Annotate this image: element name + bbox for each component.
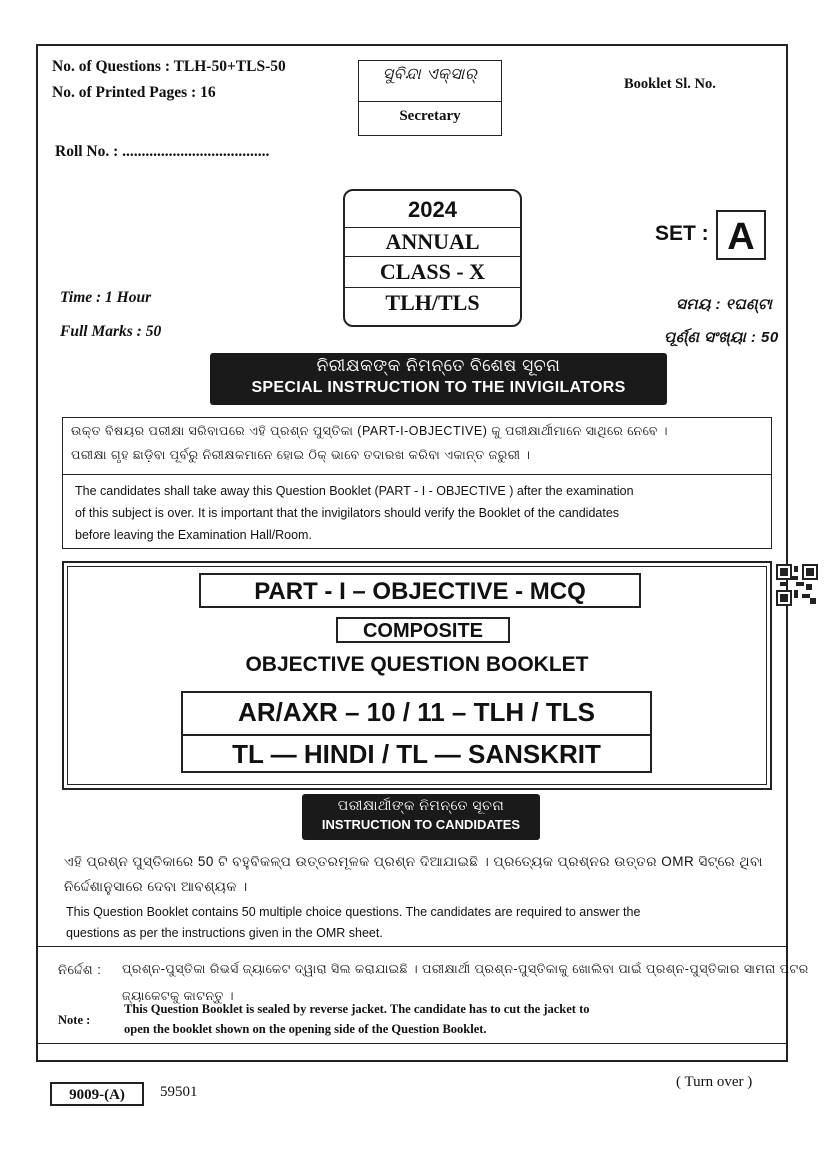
note-text-english-1: This Question Booklet is sealed by reverse jacket. The candidate has to cut the jacket to: [124, 1002, 590, 1016]
set-label: SET :: [655, 222, 709, 245]
exam-subject: TLH/TLS: [385, 290, 480, 315]
seal-label: Secretary: [399, 108, 461, 124]
invigilator-text-english-2: of this subject is over. It is important that the invigilators should verify the Booklet of the candidates: [75, 506, 620, 520]
candidate-title-odia: ପରୀକ୍ଷାର୍ଥୀଙ୍କ ନିମନ୍ତେ ସୂଚନା: [337, 797, 505, 813]
note-label-odia: ନିର୍ଦ୍ଦେଶ :: [58, 962, 102, 977]
invigilator-title-english: SPECIAL INSTRUCTION TO THE INVIGILATORS: [251, 379, 626, 396]
candidate-text-odia-1: ଏହି ପ୍ରଶ୍ନ ପୁସ୍ତିକାରେ 50 ଟି ବହୁବିକଳ୍ପ ଉତ୍ତରମୂଳକ ପ୍ରଶ୍ନ ଦିଆଯାଇଛି । ପ୍ରତ୍ୟେକ ପ୍ରଶ୍ନର ଉତ୍ତର OMR ସିଟ୍‌ରେ ଥିବା: [64, 854, 763, 869]
booklet-serial-label: Booklet Sl. No.: [624, 76, 716, 92]
candidate-text-english-1: This Question Booklet contains 50 multiple choice questions. The candidates are required to answer the: [66, 905, 641, 919]
note-separator-top: [38, 946, 786, 947]
no-of-questions: No. of Questions : TLH-50+TLS-50: [52, 58, 286, 75]
booklet-title: OBJECTIVE QUESTION BOOKLET: [245, 653, 589, 676]
note-separator-bottom: [38, 1043, 786, 1044]
part-title: PART - I – OBJECTIVE - MCQ: [199, 573, 641, 608]
note-text-english-2: open the booklet shown on the opening side of the Question Booklet.: [124, 1022, 487, 1036]
composite-label: COMPOSITE: [336, 617, 510, 643]
full-marks-english: Full Marks : 50: [60, 323, 162, 340]
time-english: Time : 1 Hour: [60, 289, 152, 306]
subject-code-box: [181, 691, 652, 773]
candidate-title-english: INSTRUCTION TO CANDIDATES: [321, 817, 521, 832]
invigilator-title-odia: ନିରୀକ୍ଷକଙ୍କ ନିମନ୍ତେ ବିଶେଷ ସୂଚନା: [316, 356, 561, 375]
set-value: A: [716, 210, 766, 260]
no-of-printed-pages: No. of Printed Pages : 16: [52, 84, 216, 101]
candidate-text-english-2: questions as per the instructions given in the OMR sheet.: [66, 926, 383, 940]
exam-session: ANNUAL: [385, 229, 480, 254]
paper-number: 59501: [160, 1084, 198, 1100]
qr-code-icon: [776, 564, 816, 604]
part-one-box: [62, 561, 772, 790]
invigilator-instruction-header: [210, 353, 667, 405]
turn-over-label: ( Turn over ): [676, 1074, 753, 1090]
note-text-odia-1: ପ୍ରଶ୍ନ-ପୁସ୍ତିକା ରିଭର୍ସ ଜ୍ୟାକେଟ ଦ୍ୱାରା ସିଲ କରାଯାଇଛି । ପରୀକ୍ଷାର୍ଥୀ ପ୍ରଶ୍ନ-ପୁସ୍ତିକାକୁ ଖୋଲିବା ପାଇଁ ପ୍ରଶ୍ନ-ପୁସ୍ତିକାର ସାମନା ପଟର: [122, 962, 809, 976]
exam-class: CLASS - X: [379, 259, 486, 284]
subject-code: AR/AXR – 10 / 11 – TLH / TLS: [238, 697, 595, 727]
full-marks-odia: ପୂର୍ଣ୍ଣ ସଂଖ୍ୟା : 50: [664, 329, 779, 346]
note-text-odia-2: ଜ୍ୟାକେଟକୁ କାଟନ୍ତୁ ।: [122, 989, 235, 1003]
candidate-instruction-header: [302, 794, 540, 840]
roll-number-field: Roll No. : ......................................: [55, 143, 270, 160]
time-odia: ସମୟ : ୧ଘଣ୍ଟା: [676, 296, 773, 313]
candidate-text-odia-2: ନିର୍ଦ୍ଦେଶାନୁସାରେ ଦେବା ଆବଶ୍ୟକ ।: [64, 879, 248, 894]
invigilator-text-odia-1: ଉକ୍ତ ବିଷୟର ପରୀକ୍ଷା ସରିବାପରେ ଏହି ପ୍ରଶ୍ନ ପୁସ୍ତିକା (PART-I-OBJECTIVE) କୁ ପରୀକ୍ଷାର୍ଥୀମାନେ ସାଥିରେ ନେବେ ।: [71, 424, 669, 438]
subject-language: TL — HINDI / TL — SANSKRIT: [232, 739, 601, 769]
secretary-seal: [358, 60, 502, 136]
invigilator-text-english-3: before leaving the Examination Hall/Room.: [75, 528, 312, 542]
exam-info-box: [343, 189, 522, 327]
note-label-english: Note :: [58, 1013, 91, 1027]
invigilator-text-odia-2: ପରୀକ୍ଷା ଗୃହ ଛାଡ଼ିବା ପୂର୍ବରୁ ନିରୀକ୍ଷକମାନେ ହୋଇ ଠିକ୍ ଭାବେ ତଦାରଖ କରିବା ଏକାନ୍ତ ଜରୁରୀ ।: [71, 448, 531, 462]
invigilator-instruction-box: [62, 417, 772, 549]
invigilator-text-english-1: The candidates shall take away this Question Booklet (PART - I - OBJECTIVE ) after the examination: [75, 484, 634, 498]
exam-year: 2024: [408, 197, 457, 222]
paper-code: 9009-(A): [50, 1082, 144, 1106]
seal-signature: ସୁବିନ୍ଦା ଏକ୍ସାର୍: [382, 66, 478, 83]
